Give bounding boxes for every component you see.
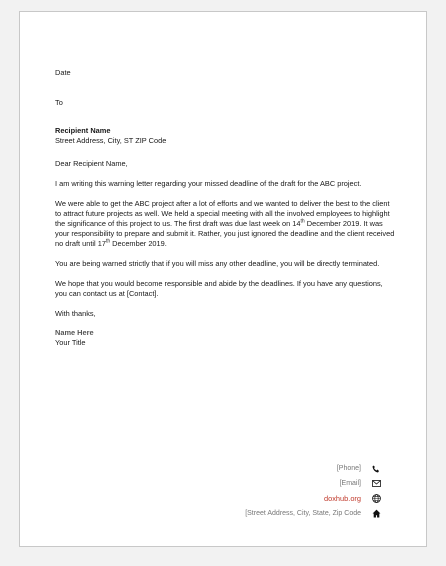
contact-website-row bbox=[121, 491, 381, 506]
sender-name: Name Here bbox=[55, 328, 94, 337]
website-link[interactable]: doxhub.org bbox=[324, 494, 361, 503]
contact-block bbox=[121, 461, 381, 521]
globe-icon bbox=[371, 494, 381, 504]
paragraph-3: You are being warned strictly that if you will miss any other deadline, you will be directly terminated. bbox=[55, 259, 380, 268]
email-icon bbox=[371, 479, 381, 489]
paragraph-2-part-c: December 2019. bbox=[110, 239, 167, 248]
letter-page bbox=[19, 11, 427, 547]
ordinal-suffix-1: th bbox=[300, 218, 305, 225]
phone-text: [Phone] bbox=[336, 465, 361, 472]
date-line: Date bbox=[55, 68, 71, 77]
home-icon bbox=[371, 509, 381, 519]
paragraph-2 bbox=[55, 199, 395, 249]
paragraph-2-part-b: December 2019. It was your responsibility to prepare and submit it. Rather, you just ignored the deadline and the client received no draft until 17 bbox=[55, 219, 395, 248]
recipient-name: Recipient Name bbox=[55, 126, 111, 135]
letter-body bbox=[55, 68, 395, 348]
salutation: Dear Recipient Name, bbox=[55, 159, 128, 168]
to-line: To bbox=[55, 98, 63, 107]
address-text: [Street Address, City, State, Zip Code bbox=[245, 510, 361, 517]
closing: With thanks, bbox=[55, 309, 96, 318]
phone-icon bbox=[371, 464, 381, 474]
ordinal-suffix-2: th bbox=[105, 238, 111, 245]
email-text: [Email] bbox=[339, 480, 361, 487]
paragraph-1: I am writing this warning letter regarding your missed deadline of the draft for the ABC project. bbox=[55, 179, 362, 188]
recipient-address: Street Address, City, ST ZIP Code bbox=[55, 136, 167, 145]
paragraph-4: We hope that you would become responsible and abide by the deadlines. If you have any questions, you can contact us at [Contact]. bbox=[55, 279, 383, 298]
contact-phone-row bbox=[121, 461, 381, 476]
paragraph-2-part-a: We were able to get the ABC project after a lot of efforts and we wanted to deliver the best to the client to attract future projects as well. We held a special meeting with all the involved employees to highlight the significance of this project to us. The first draft was due last week on 14 bbox=[55, 199, 390, 228]
sender-title: Your Title bbox=[55, 338, 86, 347]
contact-email-row bbox=[121, 476, 381, 491]
contact-address-row bbox=[121, 506, 381, 521]
